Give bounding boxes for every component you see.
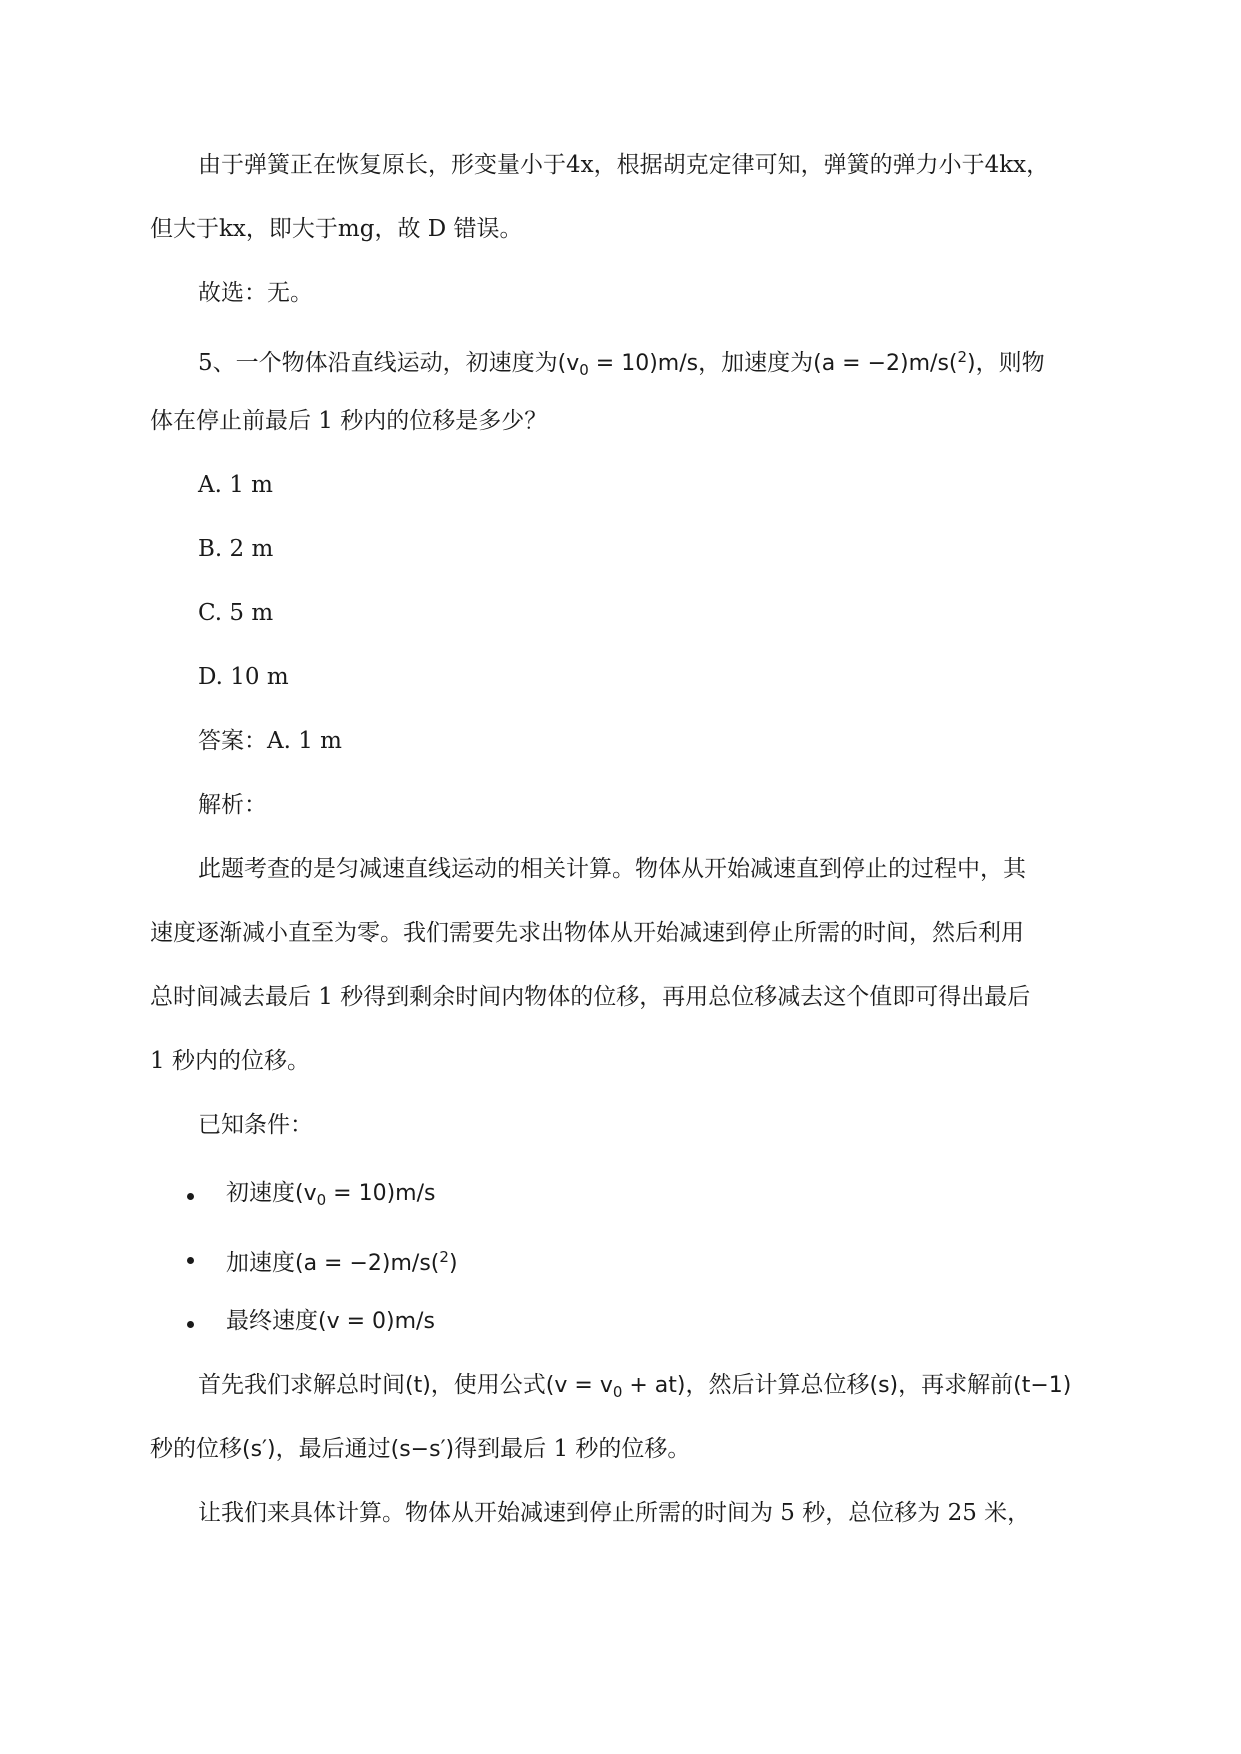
question-text-mid: ，加速度为 <box>698 350 814 376</box>
expr-superscript: 2 <box>439 1248 449 1266</box>
symbol-s-diff: (s−s′) <box>390 1437 455 1462</box>
known-item-expr <box>295 1181 436 1209</box>
known-item-label: 加速度 <box>226 1250 295 1276</box>
expr-open: (v <box>295 1181 317 1206</box>
v0-open: (v <box>557 351 580 376</box>
known-item-expr: (v = 0)m/s <box>318 1309 435 1334</box>
previous-answer: 故选：无。 <box>198 280 313 306</box>
initial-velocity-expr <box>557 351 699 379</box>
question-line1 <box>198 340 1158 387</box>
known-item-label: 最终速度 <box>226 1308 318 1334</box>
option-a: A. 1 m <box>198 472 273 498</box>
analysis-line1: 此题考查的是匀减速直线运动的相关计算。物体从开始减速直到停止的过程中，其 <box>198 856 1026 882</box>
analysis-line2: 速度逐渐减小直至为零。我们需要先求出物体从开始减速到停止所需的时间，然后利用 <box>150 920 1024 946</box>
analysis-label: 解析： <box>198 792 267 818</box>
expr-open: (a = −2)m/s( <box>295 1251 440 1276</box>
formula-open: (v = v <box>545 1373 613 1398</box>
expr-close: ) <box>448 1251 458 1276</box>
known-item-expr <box>295 1248 458 1276</box>
bullet-icon <box>187 1193 194 1200</box>
calculation-line: 让我们来具体计算。物体从开始减速到停止所需的时间为 5 秒，总位移为 25 米， <box>198 1500 1031 1526</box>
symbol-s-prime: (s′) <box>242 1437 276 1462</box>
formula <box>545 1373 686 1401</box>
analysis-line3: 总时间减去最后 1 秒得到剩余时间内物体的位移，再用总位移减去这个值即可得出最后 <box>150 984 1031 1010</box>
method-text: ，使用公式 <box>430 1372 546 1398</box>
symbol-s: (s) <box>869 1373 899 1398</box>
paragraph-spring-line2: 但大于kx，即大于mg，故 D 错误。 <box>150 216 523 242</box>
question-text-start: 5、一个物体沿直线运动，初速度为 <box>198 350 558 376</box>
question-text-end: ，则物 <box>975 350 1045 376</box>
bullet-icon <box>187 1257 194 1264</box>
analysis-line4: 1 秒内的位移。 <box>150 1048 310 1074</box>
method-text: 得到最后 1 秒的位移。 <box>454 1436 691 1462</box>
v0-subscript: 0 <box>579 361 589 379</box>
answer: 答案：A. 1 m <box>198 728 342 754</box>
a-close: ) <box>967 351 976 376</box>
bullet-icon <box>187 1321 194 1328</box>
a-expr: (a = −2)m/s( <box>813 351 958 376</box>
method-line1 <box>198 1368 1158 1409</box>
paragraph-spring-line1: 由于弹簧正在恢复原长，形变量小于4x，根据胡克定律可知，弹簧的弹力小于4kx， <box>198 152 1050 178</box>
known-item-label: 初速度 <box>226 1180 295 1206</box>
option-c: C. 5 m <box>198 600 274 626</box>
method-text: 首先我们求解总时间 <box>198 1372 405 1398</box>
known-label: 已知条件： <box>198 1112 313 1138</box>
method-text: 秒的位移 <box>150 1436 242 1462</box>
option-d: D. 10 m <box>198 664 289 690</box>
known-item-final-velocity <box>226 1304 1186 1339</box>
method-text: ，再求解前 <box>898 1372 1014 1398</box>
acceleration-expr <box>813 348 976 376</box>
method-text: ，最后通过 <box>275 1436 391 1462</box>
formula-subscript: 0 <box>612 1383 623 1401</box>
option-b: B. 2 m <box>198 536 274 562</box>
a-superscript: 2 <box>957 348 968 366</box>
method-text: ，然后计算总位移 <box>685 1372 870 1398</box>
formula-rest: + at) <box>622 1373 686 1398</box>
known-item-initial-velocity <box>226 1176 1186 1217</box>
method-line2 <box>150 1432 1110 1467</box>
expr-rest: = 10)m/s <box>326 1181 436 1206</box>
known-item-acceleration <box>226 1240 1186 1281</box>
v0-rest: = 10)m/s <box>588 351 699 376</box>
question-line2: 体在停止前最后 1 秒内的位移是多少？ <box>150 408 548 434</box>
symbol-t: (t) <box>405 1373 431 1398</box>
symbol-t-minus-1: (t−1) <box>1013 1373 1072 1398</box>
expr-subscript: 0 <box>316 1191 327 1209</box>
